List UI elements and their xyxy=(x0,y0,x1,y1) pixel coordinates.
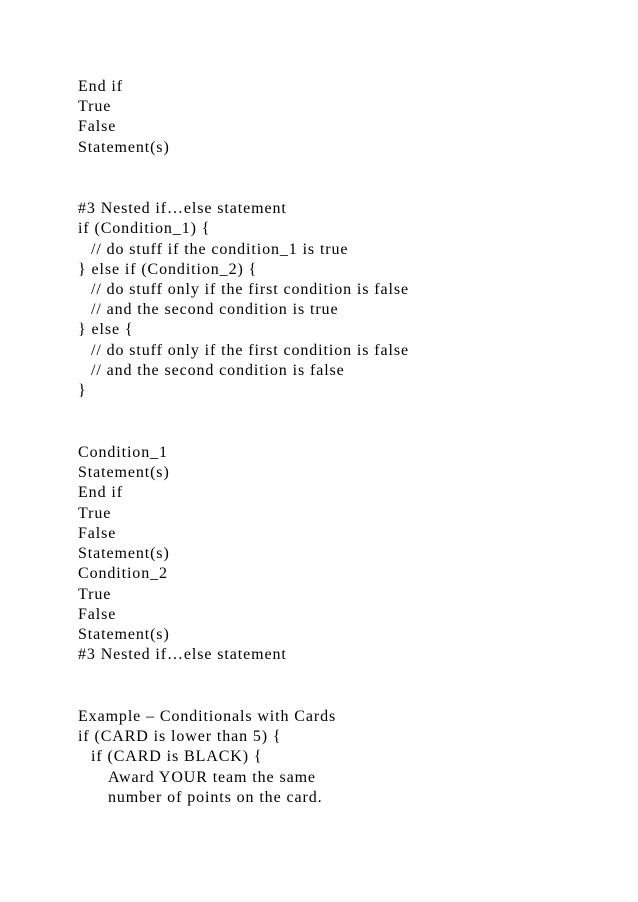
text-line: Condition_2 xyxy=(78,565,168,582)
code-comment: // do stuff if the condition_1 is true xyxy=(91,241,349,258)
text-line: Statement(s) xyxy=(78,464,170,481)
text-line: End if xyxy=(78,484,123,501)
text-line: True xyxy=(78,98,112,115)
text-line: Condition_1 xyxy=(78,444,168,461)
code-line: } else { xyxy=(78,321,134,338)
text-line: Statement(s) xyxy=(78,139,170,156)
code-comment: // do stuff only if the first condition is false xyxy=(91,342,409,359)
code-line: if (CARD is lower than 5) { xyxy=(78,728,282,745)
code-line: Award YOUR team the same xyxy=(108,769,316,786)
text-line: True xyxy=(78,586,112,603)
code-comment: // do stuff only if the first condition is false xyxy=(91,281,409,298)
code-comment: // and the second condition is false xyxy=(91,362,345,379)
code-line: if (Condition_1) { xyxy=(78,220,211,237)
section-heading: #3 Nested if…else statement xyxy=(78,646,287,663)
text-line: Statement(s) xyxy=(78,545,170,562)
text-line: True xyxy=(78,505,112,522)
code-comment: // and the second condition is true xyxy=(91,301,339,318)
text-line: False xyxy=(78,525,117,542)
code-line: if (CARD is BLACK) { xyxy=(91,748,263,765)
section-heading: #3 Nested if…else statement xyxy=(78,200,287,217)
code-line: number of points on the card. xyxy=(108,789,323,806)
section-heading: Example – Conditionals with Cards xyxy=(78,708,337,725)
text-line: False xyxy=(78,118,117,135)
code-line: } xyxy=(78,382,87,399)
text-line: False xyxy=(78,606,117,623)
text-line: Statement(s) xyxy=(78,626,170,643)
text-line: End if xyxy=(78,78,123,95)
code-line: } else if (Condition_2) { xyxy=(78,261,258,278)
